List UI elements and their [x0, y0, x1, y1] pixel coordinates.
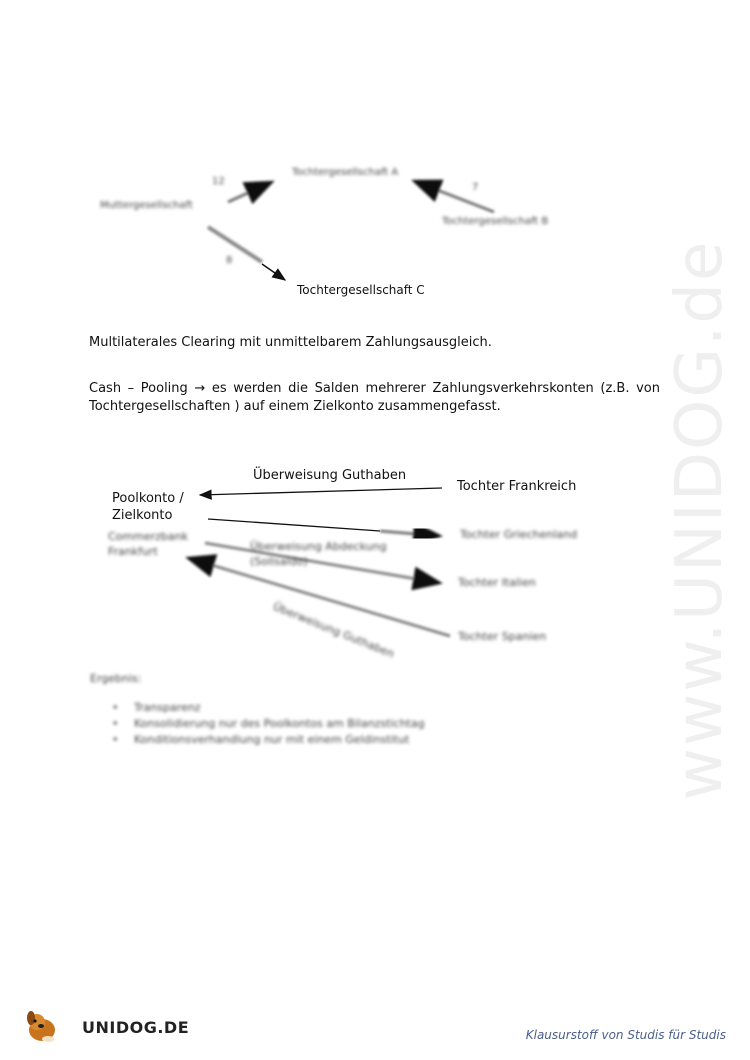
arrow-mutter-to-c-tail [208, 227, 262, 262]
arrow-mutter-to-a [228, 182, 272, 202]
value-to-a: 12 [212, 176, 225, 187]
label-tochter-frankreich: Tochter Frankreich [457, 479, 577, 494]
label-commerzbank [108, 529, 188, 559]
poolkonto-line2: Zielkonto [112, 508, 173, 523]
arrow-frankreich-to-pool [200, 488, 442, 495]
watermark: www.UNIDOG.de [663, 239, 737, 801]
value-to-c: 8 [226, 255, 233, 266]
paragraph-cash-pooling: Cash – Pooling → es werden die Salden mehrerer Zahlungsverkehrskonten (z.B. von Tochtergesellschaften ) auf einem Zielkonto zusammengefasst. [89, 381, 660, 414]
label-ueberweisung-guthaben-top: Überweisung Guthaben [253, 468, 407, 483]
value-from-b: 7 [472, 182, 479, 193]
footer-tagline: Klausurstoff von Studis für Studis [525, 1028, 726, 1042]
abdeckung-line1: Überweisung Abdeckung [250, 540, 387, 553]
unidog-logo [22, 1008, 190, 1044]
caption-multilateral-clearing: Multilaterales Clearing mit unmittelbarem Zahlungsausgleich. [89, 335, 492, 350]
label-ueberweisung-guthaben-diagonal: Überweisung Guthaben [271, 600, 397, 661]
dog-icon [22, 1008, 62, 1044]
label-tochter-spanien: Tochter Spanien [458, 630, 547, 643]
logo-text: UNIDOG.DE [82, 1018, 190, 1037]
arrow-mutter-to-c [262, 264, 285, 280]
arrow-pool-to-griechenland [208, 519, 380, 531]
label-tochter-c: Tochtergesellschaft C [297, 283, 425, 297]
label-ueberweisung-abdeckung [250, 539, 387, 569]
label-poolkonto [112, 490, 184, 524]
bank-line1: Commerzbank [108, 530, 188, 543]
abdeckung-line2: (Sollsaldo) [250, 555, 308, 568]
list-item: • Konditionsverhandlung nur mit einem Geldinstitut [112, 732, 425, 748]
poolkonto-line1: Poolkonto / [112, 491, 184, 506]
list-item: • Konsolidierung nur des Poolkontos am Bilanzstichtag [112, 716, 425, 732]
list-item: • Transparenz [112, 700, 425, 716]
label-tochter-b: Tochtergesellschaft B [442, 216, 549, 227]
result-heading: Ergebnis: [90, 672, 142, 685]
bank-line2: Frankfurt [108, 545, 158, 558]
label-tochter-griechenland: Tochter Griechenland [460, 528, 578, 541]
label-muttergesellschaft: Muttergesellschaft [100, 200, 193, 211]
result-list [112, 700, 425, 748]
label-tochter-a: Tochtergesellschaft A [292, 167, 399, 178]
arrow-b-to-a [414, 181, 494, 212]
arrow-pool-to-griechenland-end [380, 531, 440, 536]
label-tochter-italien: Tochter Italien [458, 576, 536, 589]
